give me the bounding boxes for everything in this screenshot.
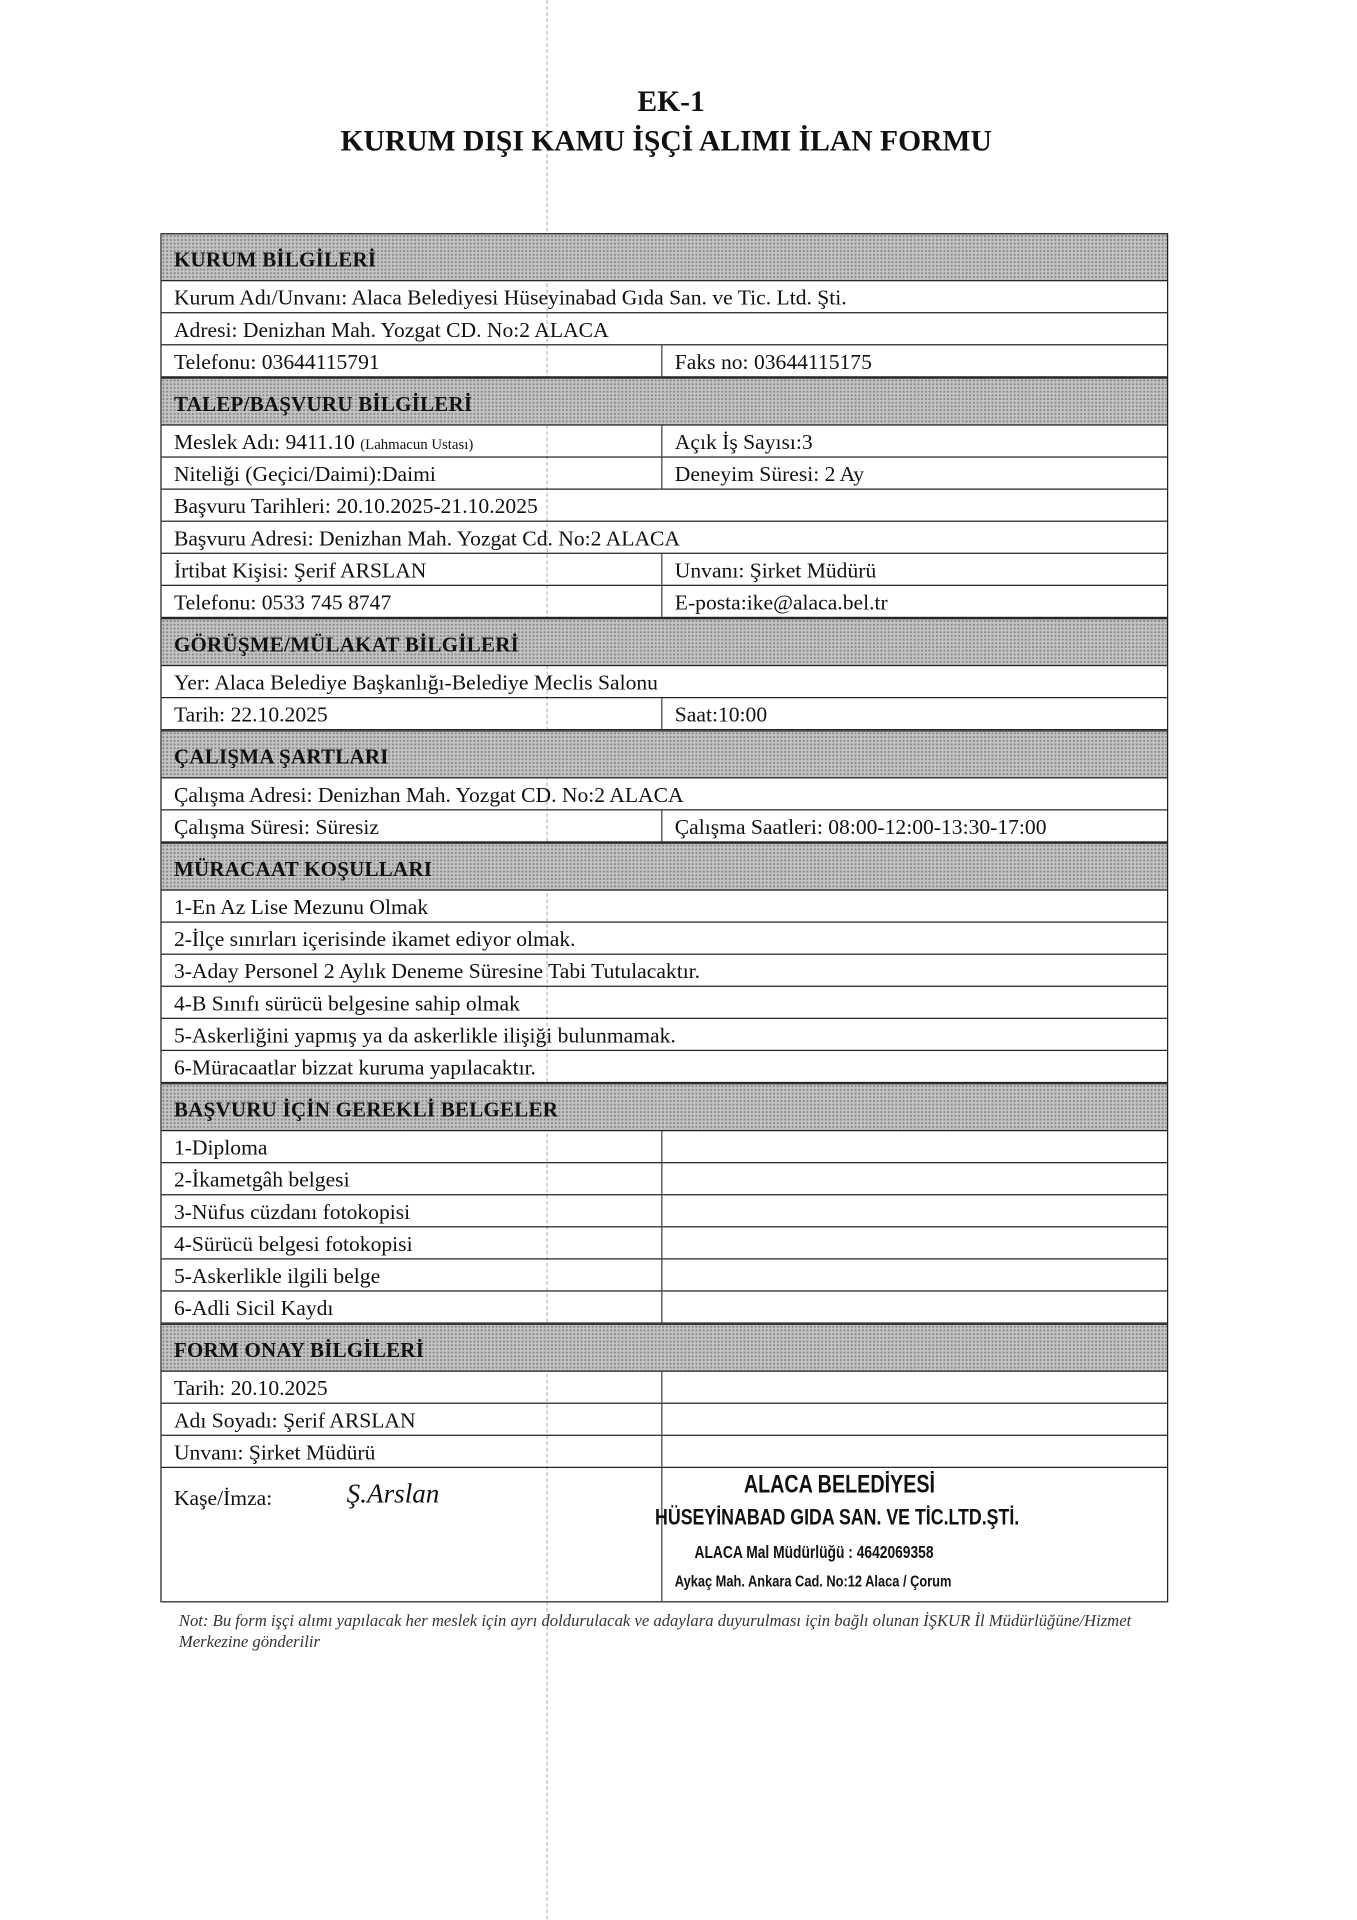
form-row <box>162 666 1167 698</box>
form-cell-left <box>162 586 663 617</box>
form-cell-right <box>662 1404 1167 1435</box>
form-cell-left <box>162 1436 663 1467</box>
form-cell-left <box>162 345 663 376</box>
cell-label: Meslek Adı: 9411.10 <box>173 429 355 454</box>
form-cell-left <box>162 1131 663 1162</box>
cell-label: İrtibat Kişisi: Şerif ARSLAN <box>173 557 427 583</box>
form-row <box>162 522 1167 554</box>
form-row <box>162 1227 1167 1259</box>
form-row <box>162 345 1167 377</box>
stamp-line: ALACA BELEDİYESİ <box>743 1471 936 1499</box>
form-cell-left <box>162 1195 663 1226</box>
form-cell-left <box>162 810 663 841</box>
form-cell-right <box>662 1372 1167 1403</box>
stamp-line: Aykaç Mah. Ankara Cad. No:12 Alaca / Çorum <box>674 1571 952 1591</box>
form-row <box>162 490 1167 522</box>
form-cell-left <box>162 1163 663 1194</box>
form-row <box>162 955 1167 987</box>
form-cell-right: E-posta:ike@alaca.bel.tr <box>674 589 888 615</box>
form-row <box>162 281 1167 313</box>
form-cell: 6-Müracaatlar bizzat kuruma yapılacaktır. <box>173 1054 536 1080</box>
form-row <box>162 1372 1167 1404</box>
form-cell-left <box>162 698 663 729</box>
form-row <box>162 810 1167 842</box>
stamp-line: ALACA Mal Müdürlüğü : 4642069358 <box>694 1542 934 1562</box>
cell-label: Tarih: 22.10.2025 <box>173 701 328 727</box>
section-header: BAŞVURU İÇİN GEREKLİ BELGELER <box>162 1083 1167 1131</box>
form-cell-right: Deneyim Süresi: 2 Ay <box>674 461 865 487</box>
form-row <box>162 1051 1167 1083</box>
cell-label: 6-Adli Sicil Kaydı <box>173 1295 334 1320</box>
form-cell-right: Çalışma Saatleri: 08:00-12:00-13:30-17:00 <box>674 814 1047 839</box>
form-row <box>162 1404 1167 1436</box>
form-row <box>162 1260 1167 1292</box>
form-row <box>162 1292 1167 1324</box>
form-cell-left <box>162 1292 663 1323</box>
form-row <box>162 987 1167 1019</box>
form-row <box>162 313 1167 345</box>
form-row <box>162 1019 1167 1051</box>
form-cell-right <box>662 1436 1167 1467</box>
cell-label: 4-Sürücü belgesi fotokopisi <box>173 1231 413 1256</box>
form-cell: 2-İlçe sınırları içerisinde ikamet ediyor olmak. <box>173 926 576 952</box>
cell-label: Telefonu: 0533 745 8747 <box>173 589 392 615</box>
footer-note: Not: Bu form işçi alımı yapılacak her meslek için ayrı doldurulacak ve adaylara duyurulması için bağlı olunan İŞKUR İl Müdürlüğüne/Hizmet Merkezine gönderilir <box>178 1611 1132 1651</box>
section-header: TALEP/BAŞVURU BİLGİLERİ <box>162 377 1167 425</box>
form-cell: Çalışma Adresi: Denizhan Mah. Yozgat CD. No:2 ALACA <box>173 782 684 807</box>
form-cell-right <box>662 1292 1167 1323</box>
cell-note: (Lahmacun Ustası) <box>360 435 474 453</box>
form-cell-right <box>662 1195 1167 1226</box>
cell-label: Niteliği (Geçici/Daimi):Daimi <box>173 461 436 487</box>
cell-label: Unvanı: Şirket Müdürü <box>173 1439 376 1465</box>
form-cell-left <box>162 1404 663 1435</box>
form-row <box>162 1436 1167 1468</box>
form-cell: Başvuru Tarihleri: 20.10.2025-21.10.2025 <box>173 493 538 519</box>
form-row <box>162 778 1167 810</box>
form-row <box>162 891 1167 923</box>
form-cell: Başvuru Adresi: Denizhan Mah. Yozgat Cd. No:2 ALACA <box>173 525 681 551</box>
form-cell-right <box>662 1227 1167 1258</box>
form-row <box>162 1195 1167 1227</box>
form-row <box>162 426 1167 458</box>
form-row <box>162 923 1167 955</box>
cell-label: 2-İkametgâh belgesi <box>173 1166 350 1192</box>
form-cell-left <box>162 1372 663 1403</box>
form-cell-left <box>162 1227 663 1258</box>
form-cell: 1-En Az Lise Mezunu Olmak <box>173 894 429 920</box>
cell-label: Adı Soyadı: Şerif ARSLAN <box>173 1407 416 1433</box>
cell-label: Kaşe/İmza: <box>173 1485 273 1510</box>
form-cell: Yer: Alaca Belediye Başkanlığı-Belediye Meclis Salonu <box>173 669 658 695</box>
form-cell-left <box>162 426 663 457</box>
form-cell: 3-Aday Personel 2 Aylık Deneme Süresine Tabi Tutulacaktır. <box>173 958 701 984</box>
form-row <box>162 586 1167 618</box>
form-cell-left <box>162 458 663 489</box>
form-row <box>162 1468 1167 1602</box>
form-cell: 5-Askerliğini yapmış ya da askerlikle ilişiği bulunmamak. <box>173 1022 676 1048</box>
form-cell-right: Saat:10:00 <box>674 701 768 727</box>
form-cell-right <box>662 1131 1167 1162</box>
form-cell: 4-B Sınıfı sürücü belgesine sahip olmak <box>173 990 520 1016</box>
cell-label: 5-Askerlikle ilgili belge <box>173 1263 381 1288</box>
cell-label: Tarih: 20.10.2025 <box>173 1375 328 1401</box>
form-cell: Kurum Adı/Unvanı: Alaca Belediyesi Hüseyinabad Gıda San. ve Tic. Ltd. Şti. <box>173 284 847 310</box>
application-form-table <box>160 233 1168 1602</box>
form-cell-right: Unvanı: Şirket Müdürü <box>674 557 877 583</box>
form-cell: Adresi: Denizhan Mah. Yozgat CD. No:2 ALACA <box>173 317 609 342</box>
cell-label: 3-Nüfus cüzdanı fotokopisi <box>173 1199 411 1224</box>
section-header: MÜRACAAT KOŞULLARI <box>162 843 1167 891</box>
form-cell-left <box>162 554 663 585</box>
document-subtitle: KURUM DIŞI KAMU İŞÇİ ALIMI İLAN FORMU <box>340 125 992 158</box>
signature: Ş.Arslan <box>346 1477 440 1509</box>
form-cell-right <box>662 1260 1167 1291</box>
section-header: KURUM BİLGİLERİ <box>162 233 1167 281</box>
section-header: FORM ONAY BİLGİLERİ <box>162 1324 1167 1372</box>
form-row <box>162 458 1167 490</box>
form-row <box>162 1131 1167 1163</box>
form-row <box>162 1163 1167 1195</box>
document-title: EK-1 <box>637 86 705 119</box>
form-cell-right: Açık İş Sayısı:3 <box>674 429 813 454</box>
form-cell-right <box>662 1163 1167 1194</box>
form-cell-right: Faks no: 03644115175 <box>674 349 872 374</box>
cell-label: Telefonu: 03644115791 <box>173 349 380 374</box>
stamp-line: HÜSEYİNABAD GIDA SAN. VE TİC.LTD.ŞTİ. <box>655 1504 1020 1530</box>
form-row <box>162 554 1167 586</box>
form-cell-left <box>162 1260 663 1291</box>
company-stamp <box>655 1473 1050 1596</box>
section-header: GÖRÜŞME/MÜLAKAT BİLGİLERİ <box>162 618 1167 666</box>
section-header: ÇALIŞMA ŞARTLARI <box>162 730 1167 778</box>
form-row <box>162 698 1167 730</box>
cell-label: 1-Diploma <box>173 1134 268 1160</box>
cell-label: Çalışma Süresi: Süresiz <box>173 814 380 839</box>
